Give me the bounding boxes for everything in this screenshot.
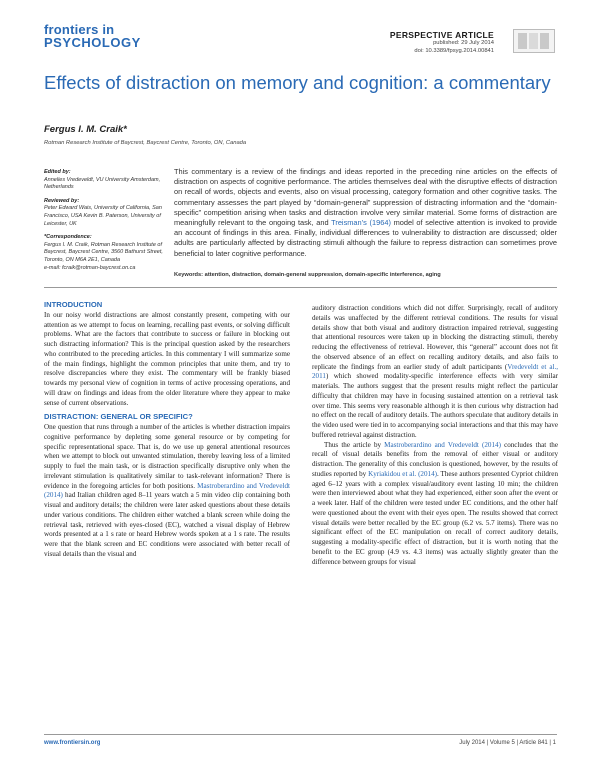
abstract-text-a: This commentary is a review of the findings and ideas reported in the preceding nine articles on the effects of distraction on aspects of cognitive performance. The articles themselves deal with the disruptive effects of distraction on recall of words, objects and events, also on visual processing, category formation and other cognitive tasks. The commentary assesses the part played by “domain-general” suppression of distracting information and the “domain-specific” competition arising when tasks and distraction involve very similar material. Some forms of distraction are meaningfully relevant to the ongoing task, and [174, 167, 557, 228]
ref-link-mastroberardino-2[interactable]: Mastroberardino and Vredeveldt (2014) [384, 440, 501, 449]
footer-divider [44, 734, 557, 735]
ref-link-mastroberardino[interactable]: Mastroberardino and Vredeveldt (2014) [44, 481, 290, 500]
logo-line1: frontiers in [44, 22, 115, 37]
author-name: Fergus I. M. Craik* [44, 124, 127, 135]
correspondence-email[interactable]: e-mail: fcraik@rotman-baycrest.on.ca [44, 264, 136, 271]
journal-logo[interactable] [44, 24, 154, 49]
article-header-meta [390, 30, 494, 55]
footer-url[interactable]: www.frontiersin.org [44, 740, 101, 746]
author-affiliation: Rotman Research Institute of Baycrest, Baycrest Centre, Toronto, ON, Canada [44, 140, 247, 146]
section-heading-distraction: DISTRACTION: GENERAL OR SPECIFIC? [44, 412, 193, 422]
abstract-ref-link[interactable]: Treisman’s (1964) [331, 218, 391, 228]
article-thumbnail-icon [513, 29, 555, 53]
article-type: PERSPECTIVE ARTICLE [389, 30, 494, 40]
doi[interactable]: doi: 10.3389/fpsyg.2014.00841 [414, 47, 494, 54]
abstract-divider [44, 287, 557, 288]
reviewed-by-heading: Reviewed by: [44, 197, 80, 204]
editorial-sidebar [44, 166, 169, 272]
correspondence: Fergus I. M. Craik, Rotman Research Institute of Baycrest, Baycrest Centre, 3560 Bathurst Street, Toronto, ON M6A 2E1, Canada [44, 241, 163, 263]
published-date: published: 29 July 2014 [433, 40, 494, 46]
body-right-column [312, 304, 558, 567]
section-heading-introduction: INTRODUCTION [44, 300, 103, 309]
abstract [174, 167, 557, 259]
intro-paragraph: In our noisy world distractions are almost constantly present, competing with our attention as we attempt to focus on learning, recalling past events, or solving difficult problems. What are the factors that contribute to success or failure in blocking out such distracting information? This is the principal question asked by the researchers who contributed to the preceding articles. In this commentary I will summarize some of the main findings, highlight the common principles that unite them, and try to resolve discrepancies where they exist. The commentary will be frankly biased towards my personal view of cognition in terms of active processing operations, and will draw on findings and ideas from the older literature where they appear to make sense of current observations. [44, 310, 290, 407]
ref-link-kyriakidou[interactable]: Kyriakidou et al. (2014) [368, 469, 437, 478]
correspondence-heading: *Correspondence: [44, 234, 92, 241]
right-paragraph-1: auditory distraction conditions which did not differ. Surprisingly, recall of auditory details was unaffected by the different retrieval conditions. The results for visual details show that both visual and auditory distraction impaired retrieval, suggesting that attentional resources were taken up in blocking the distracting stimuli, thereby reducing the effectiveness of retrieval. However, this “general” account does not fit the observed absence of an effect on recalling auditory details, and also fails to replicate the findings from an earlier study of adult participants (Vredeveldt et al., 2011) which showed modality-specific interference effects with very similar materials. The authors suggest that the present results might reflect the particular difficulty that children may have in focusing sustained attention on a retrieval task over time. This seems very reasonable although it is then curious why distraction had no effect on the recall of auditory details. The authors speculate that auditory details in the video used were tied in to accompanying social interactions and that this may have buffered retrieval against distraction. [312, 304, 559, 439]
edited-by: Annelies Vredeveldt, VU University Amsterdam, Netherlands [44, 176, 161, 191]
logo-line2: PSYCHOLOGY [44, 35, 141, 50]
keywords [174, 272, 557, 278]
distraction-paragraph: One question that runs through a number of the articles is whether distraction impairs cognitive performance by depleting some general resource or by competing for specific representational space. That is, do we use up general attentional resources when we attempt to block out unwanted stimulation, thereby leaving less of a limited supply to fuel the main task, or is distraction specifically disruptive only when the irrelevant stimulation is qualitatively similar to task-relevant information? There is evidence in the foregoing articles for both positions. Mastroberardino and Vredeveldt (2014) had Italian children aged 8–11 years watch a 5 min video clip containing both visual and auditory details; the children were later asked questions about these details under various conditions. The children either watched a blank screen while doing the retrieval task, retrieved with eyes-closed (EC), watched a visual display of Hebrew words presented at a 1 s rate or heard Hebrew words spoken at a 1 s rate. The results were that the blank screen and EC conditions were associated with better recall of visual details than the visual and [44, 423, 290, 558]
ref-link-vredeveldt[interactable]: Vredeveldt et al., 2011 [312, 362, 559, 381]
right-paragraph-2: Thus the article by Mastroberardino and Vredeveldt (2014) concludes that the recall of visual details benefits from the removal of either visual or auditory distraction. The generality of this conclusion is questioned, however, by the results of studies reported by Kyriakidou et al. (2014). These authors presented Cypriot children aged 6–12 years with a complex visual/auditory event lasting 10 min; the children were then interviewed about what they had experienced, either soon after the event or a week later. Half of the children were tested under EC conditions, and the other half were questioned about the event with their eyes open. The results showed that correct visual details were better recalled by the EC group (6.2 vs. 5.7 items). There was no significant effect of the EC manipulation on recall of correct auditory details, suggesting a modality-specific effect of distraction, but it is worth noting that the benefit to the EC group (4.9 vs. 4.3 items) was actually slightly greater than the difference between groups for visual [312, 440, 558, 566]
edited-by-heading: Edited by: [44, 169, 71, 175]
article-title: Effects of distraction on memory and cognition: a commentary [44, 72, 551, 93]
keywords-label: Keywords: [174, 272, 204, 278]
reviewed-by: Peter Edward Wais, University of California, San Francisco, USA Kevin B. Paterson, University of Leicester, UK [44, 205, 162, 227]
keywords-list: attention, distraction, domain-general suppression, domain-specific interference, aging [203, 272, 441, 278]
abstract-text-b: model of selective attention is invoked to provide an account of findings in this area. Finally, individual differences to vulnerability to distraction are discussed; older adults are particularly affected by distracting stimuli although the failure to repress distraction can sometimes prove beneficial to later cognitive performance. [174, 218, 557, 258]
body-left-column [44, 299, 290, 560]
footer-info: July 2014 | Volume 5 | Article 841 | 1 [459, 740, 556, 746]
